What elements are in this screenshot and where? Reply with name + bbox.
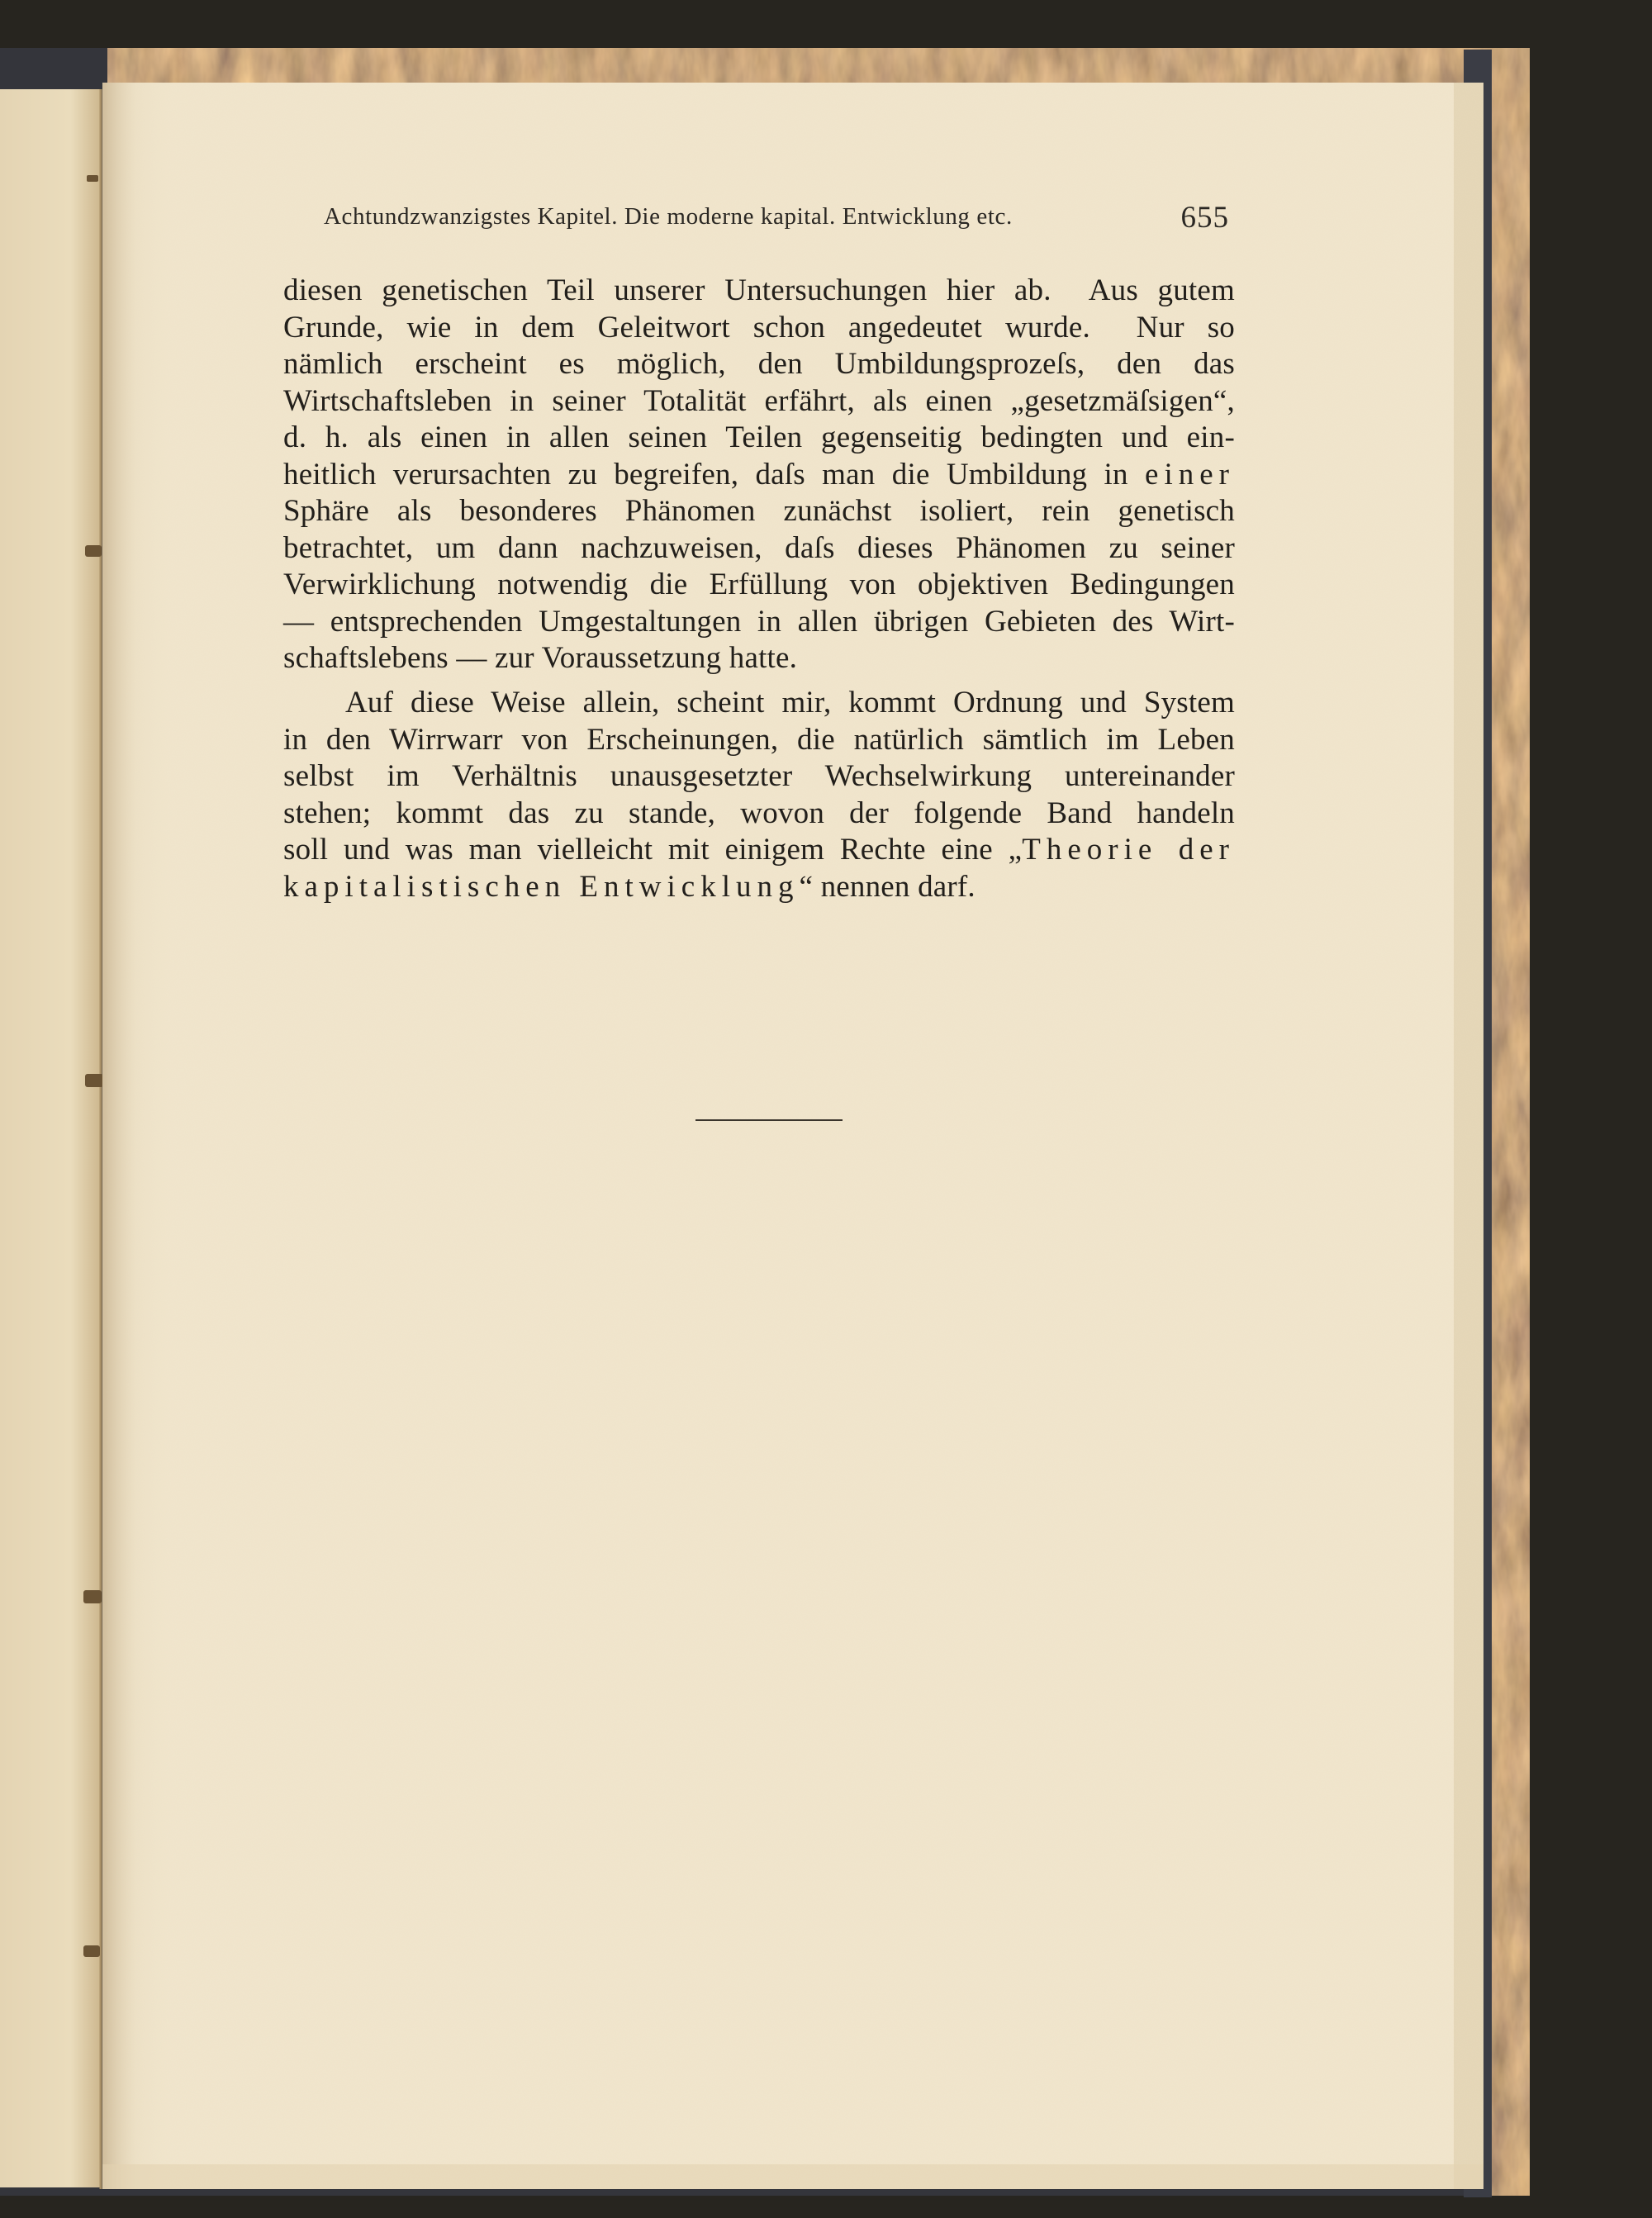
text-line: betrachtet, um dann nachzuweisen, daſs dieses Phänomen zu seiner <box>283 530 1235 565</box>
emphasized-phrase: kapitalistischen Entwicklung <box>283 869 800 904</box>
text-line: nämlich erscheint es möglich, den Umbildungsprozeſs, den das <box>283 347 1235 381</box>
running-header <box>324 203 1229 240</box>
text-line: Auf diese Weise allein, scheint mir, kommt Ordnung und System <box>345 686 1235 720</box>
text-line: Verwirklichung notwendig die Erfüllung von objektiven Bedingungen <box>283 568 1235 601</box>
text-line <box>283 457 1235 495</box>
emphasized-phrase: Theorie der <box>1022 833 1236 867</box>
emphasized-word: einer <box>1145 457 1235 492</box>
text-line: schaftslebens — zur Voraussetzung hatte. <box>283 641 798 675</box>
text-line: stehen; kommt das zu stande, wovon der folgende Band handeln <box>283 796 1235 830</box>
text-line: d. h. als einen in allen seinen Teilen gegenseitig bedingten und ein- <box>283 420 1235 454</box>
text-line: in den Wirrwarr von Erscheinungen, die natürlich sämtlich im Leben <box>283 722 1235 757</box>
text-line: diesen genetischen Teil unserer Untersuchungen hier ab. Aus gutem <box>283 273 1235 307</box>
text-line: — entsprechenden Umgestaltungen in allen übrigen Gebieten des Wirt- <box>283 604 1235 639</box>
text-line: selbst im Verhältnis unausgesetzter Wechselwirkung untereinander <box>283 759 1235 793</box>
running-title: Achtundzwanzigstes Kapitel. Die moderne kapital. Entwicklung etc. <box>324 203 1013 230</box>
text-line: Sphäre als besonderes Phänomen zunächst isoliert, rein genetisch <box>283 494 1235 528</box>
end-of-chapter-rule <box>695 1119 843 1121</box>
text-line <box>283 832 1235 870</box>
text-segment: heitlich verursachten zu begreifen, daſs man die Umbildung in <box>283 457 1128 492</box>
text-line: Grunde, wie in dem Geleitwort schon angedeutet wurde. Nur so <box>283 310 1235 344</box>
text-segment: “ nennen darf. <box>799 869 976 904</box>
text-segment: soll und was man vielleicht mit einigem Rechte eine „ <box>283 833 1023 867</box>
page-number: 655 <box>1180 201 1229 235</box>
text-line <box>283 869 1235 907</box>
text-line: Wirtschaftsleben in seiner Totalität erfährt, als einen „gesetzmäſsigen“, <box>283 383 1235 418</box>
